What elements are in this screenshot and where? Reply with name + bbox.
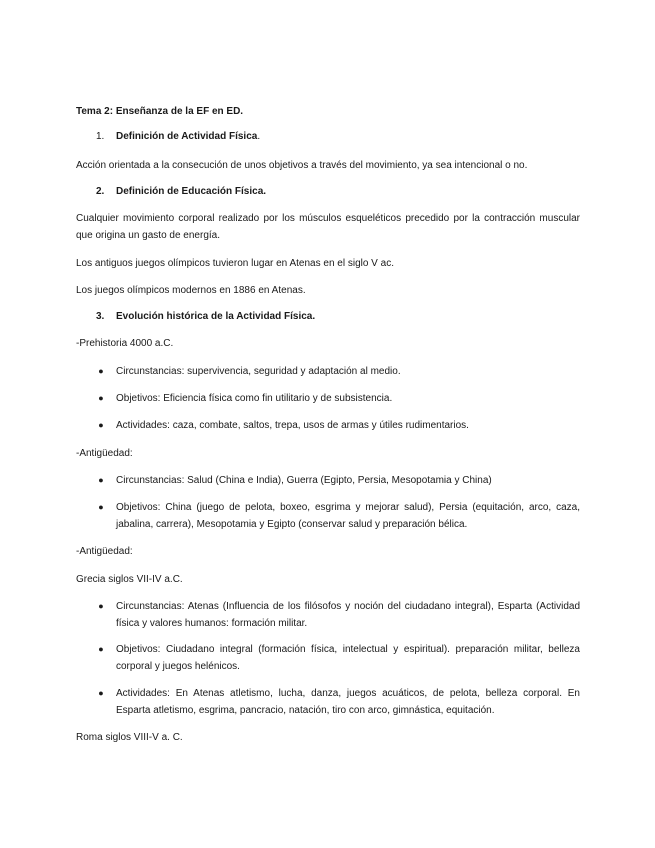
section-3-label: Evolución histórica de la Actividad Física. [116, 311, 316, 322]
list-item-text: Actividades: caza, combate, saltos, trepa, usos de armas y útiles rudimentarios. [116, 420, 469, 431]
section-1-number: 1. [96, 131, 105, 142]
bullet-icon: ● [98, 393, 104, 403]
list-item-text: Objetivos: Eficiencia física como fin utilitario y de subsistencia. [116, 393, 393, 404]
section-2-number: 2. [96, 186, 105, 197]
section-2-label: Definición de Educación Física. [116, 186, 267, 197]
bullet-icon: ● [98, 502, 104, 512]
list-item-text: Circunstancias: supervivencia, seguridad y adaptación al medio. [116, 366, 401, 377]
section-1-suffix: . [257, 131, 261, 142]
section-1-label: Definición de Actividad Física [116, 131, 258, 142]
heading-roma: Roma siglos VIII-V a. C. [76, 732, 183, 743]
list-item [96, 499, 580, 533]
bullet-icon: ● [98, 644, 104, 654]
list-item [96, 598, 580, 632]
paragraph-ancient-games: Los antiguos juegos olímpicos tuvieron lugar en Atenas en el siglo V ac. [76, 258, 394, 269]
list-item [96, 472, 580, 489]
list-item-text: Actividades: En Atenas atletismo, lucha, danza, juegos acuáticos, de pelota, belleza corporal. En Esparta atletismo, esgrima, pancracio, natación, tiro con arco, gimnástica, equitación. [116, 688, 580, 716]
heading-prehistoria: -Prehistoria 4000 a.C. [76, 338, 174, 349]
bullet-icon: ● [98, 366, 104, 376]
heading-grecia: Grecia siglos VII-IV a.C. [76, 574, 183, 585]
bullet-icon: ● [98, 475, 104, 485]
list-item-text: Circunstancias: Salud (China e India), Guerra (Egipto, Persia, Mesopotamia y China) [116, 475, 492, 486]
bullet-icon: ● [98, 688, 104, 698]
heading-antiguedad: -Antigüedad: [76, 448, 133, 459]
list-item [96, 641, 580, 675]
list-item [96, 417, 580, 434]
list-item-text: Objetivos: China (juego de pelota, boxeo, esgrima y mejorar salud), Persia (equitación, arco, caza, jabalina, carrera), Mesopotamia y Egipto (conservar salud y preparación bélica. [116, 502, 580, 530]
paragraph-modern-games: Los juegos olímpicos modernos en 1886 en Atenas. [76, 285, 306, 296]
heading-antiguedad-2: -Antigüedad: [76, 546, 133, 557]
bullet-icon: ● [98, 420, 104, 430]
list-item [96, 363, 580, 380]
list-item [96, 390, 580, 407]
page-title: Tema 2: Enseñanza de la EF en ED. [76, 106, 244, 117]
paragraph-education-definition: Cualquier movimiento corporal realizado por los músculos esqueléticos precedido por la contracción muscular que origina un gasto de energía. [76, 213, 580, 241]
bullet-icon: ● [98, 601, 104, 611]
paragraph-activity-definition: Acción orientada a la consecución de unos objetivos a través del movimiento, ya sea intencional o no. [76, 160, 528, 171]
list-item [96, 685, 580, 719]
list-item-text: Circunstancias: Atenas (Influencia de los filósofos y noción del ciudadano integral), Esparta (Actividad física y valores humanos: formación militar. [116, 601, 580, 629]
section-3-number: 3. [96, 311, 105, 322]
list-item-text: Objetivos: Ciudadano integral (formación física, intelectual y espiritual). preparación militar, belleza corporal y juegos helénicos. [116, 644, 580, 672]
